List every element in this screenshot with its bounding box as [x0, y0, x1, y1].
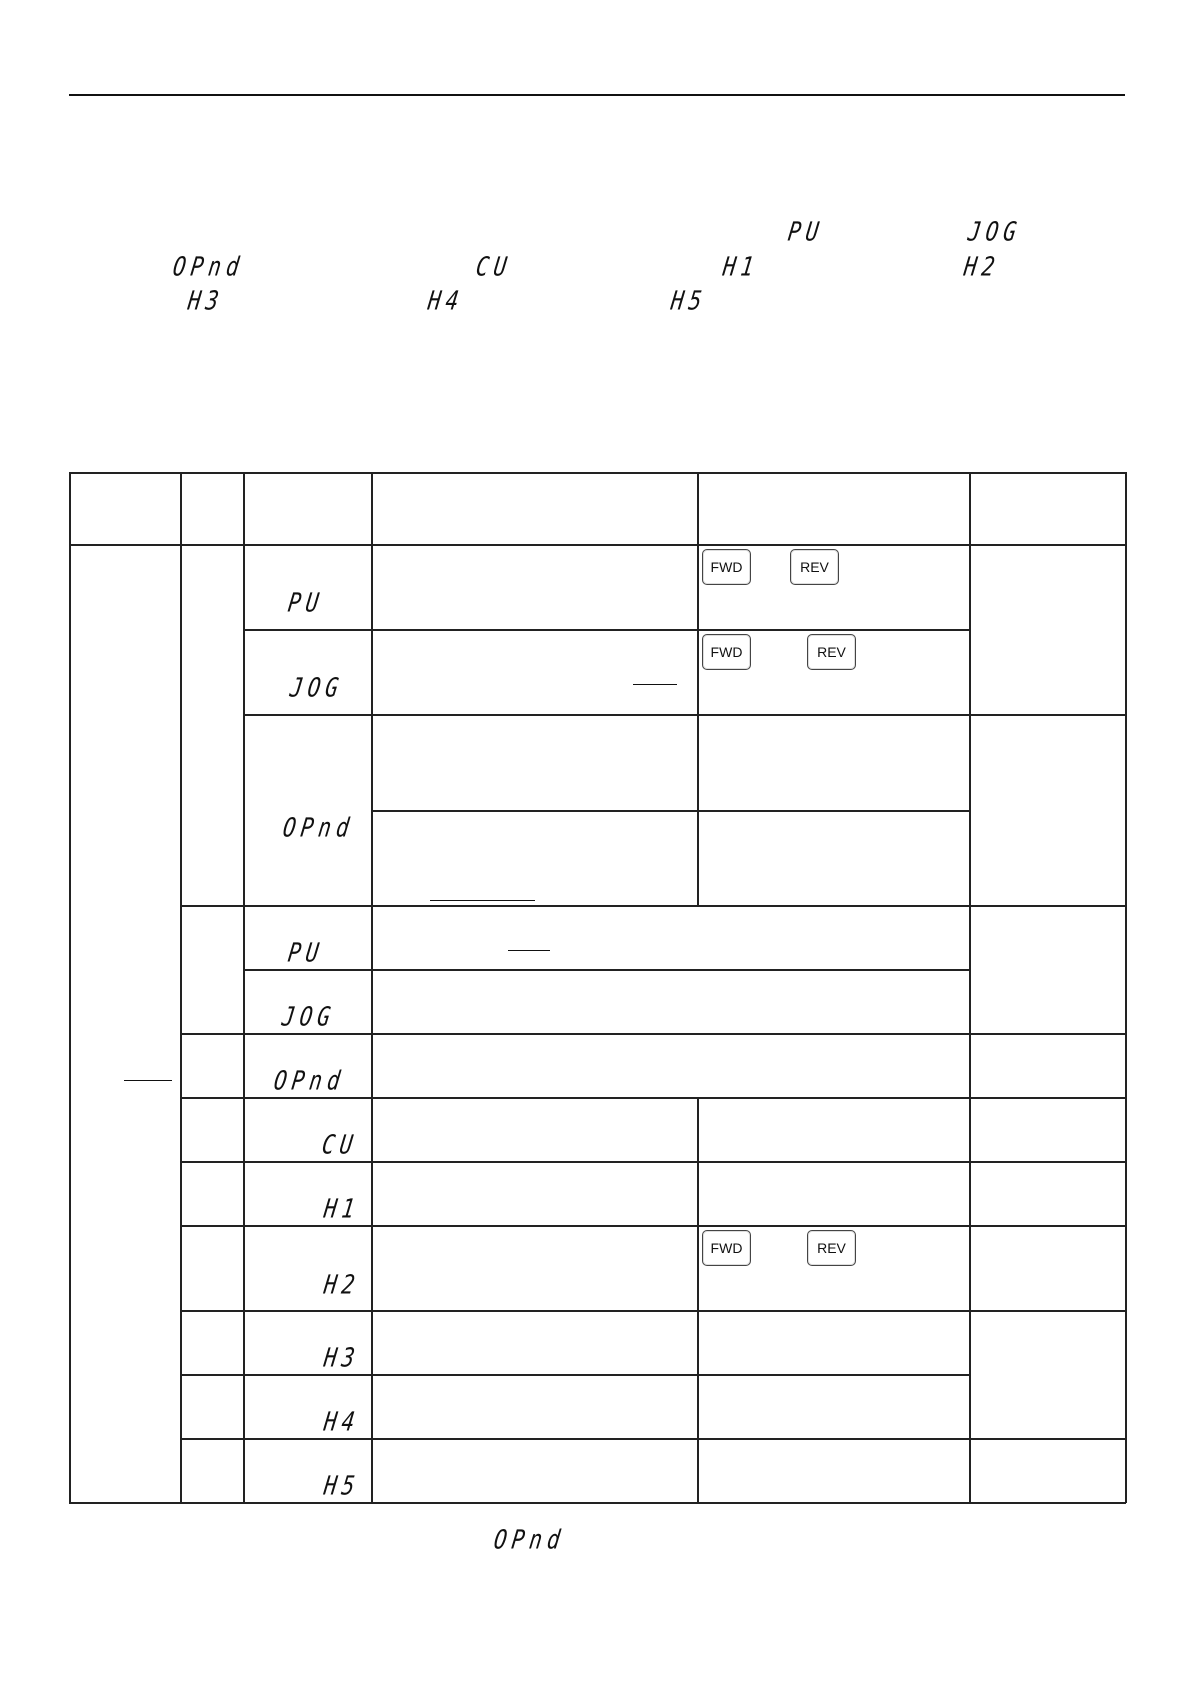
underline-mark	[124, 1080, 172, 1081]
table-row-code: H1	[322, 1193, 362, 1224]
fwd-key: FWD	[702, 1230, 751, 1266]
display-code-h1: H1	[721, 251, 761, 282]
table-row-code: JOG	[288, 672, 346, 703]
table-row-code: OPnd	[272, 1065, 347, 1096]
top-rule	[69, 94, 1125, 96]
display-code-h3: H3	[186, 285, 226, 316]
table-row-code: H3	[322, 1342, 362, 1373]
table-row-code: PU	[286, 587, 326, 618]
display-code-opnd: OPnd	[171, 251, 246, 282]
underline-mark	[633, 684, 677, 685]
display-code-cu: CU	[474, 251, 514, 282]
display-code-h5: H5	[669, 285, 709, 316]
underline-mark	[508, 950, 550, 951]
table-row-code: H4	[322, 1406, 362, 1437]
fwd-key: FWD	[702, 634, 751, 670]
rev-key: REV	[807, 1230, 856, 1266]
display-code-h2: H2	[962, 251, 1002, 282]
table-row-code: H5	[322, 1470, 362, 1501]
table-row-code: JOG	[280, 1001, 338, 1032]
table-row-code: PU	[286, 937, 326, 968]
display-code-jog: JOG	[966, 216, 1024, 247]
fwd-key: FWD	[702, 549, 751, 585]
table-row-code: H2	[322, 1269, 362, 1300]
table-row-code: CU	[320, 1129, 360, 1160]
display-code-pu: PU	[786, 216, 826, 247]
rev-key: REV	[790, 549, 839, 585]
rev-key: REV	[807, 634, 856, 670]
display-code-h4: H4	[426, 285, 466, 316]
table-row-code: OPnd	[281, 812, 356, 843]
underline-mark	[430, 900, 535, 901]
footer-display-code: OPnd	[492, 1524, 567, 1555]
